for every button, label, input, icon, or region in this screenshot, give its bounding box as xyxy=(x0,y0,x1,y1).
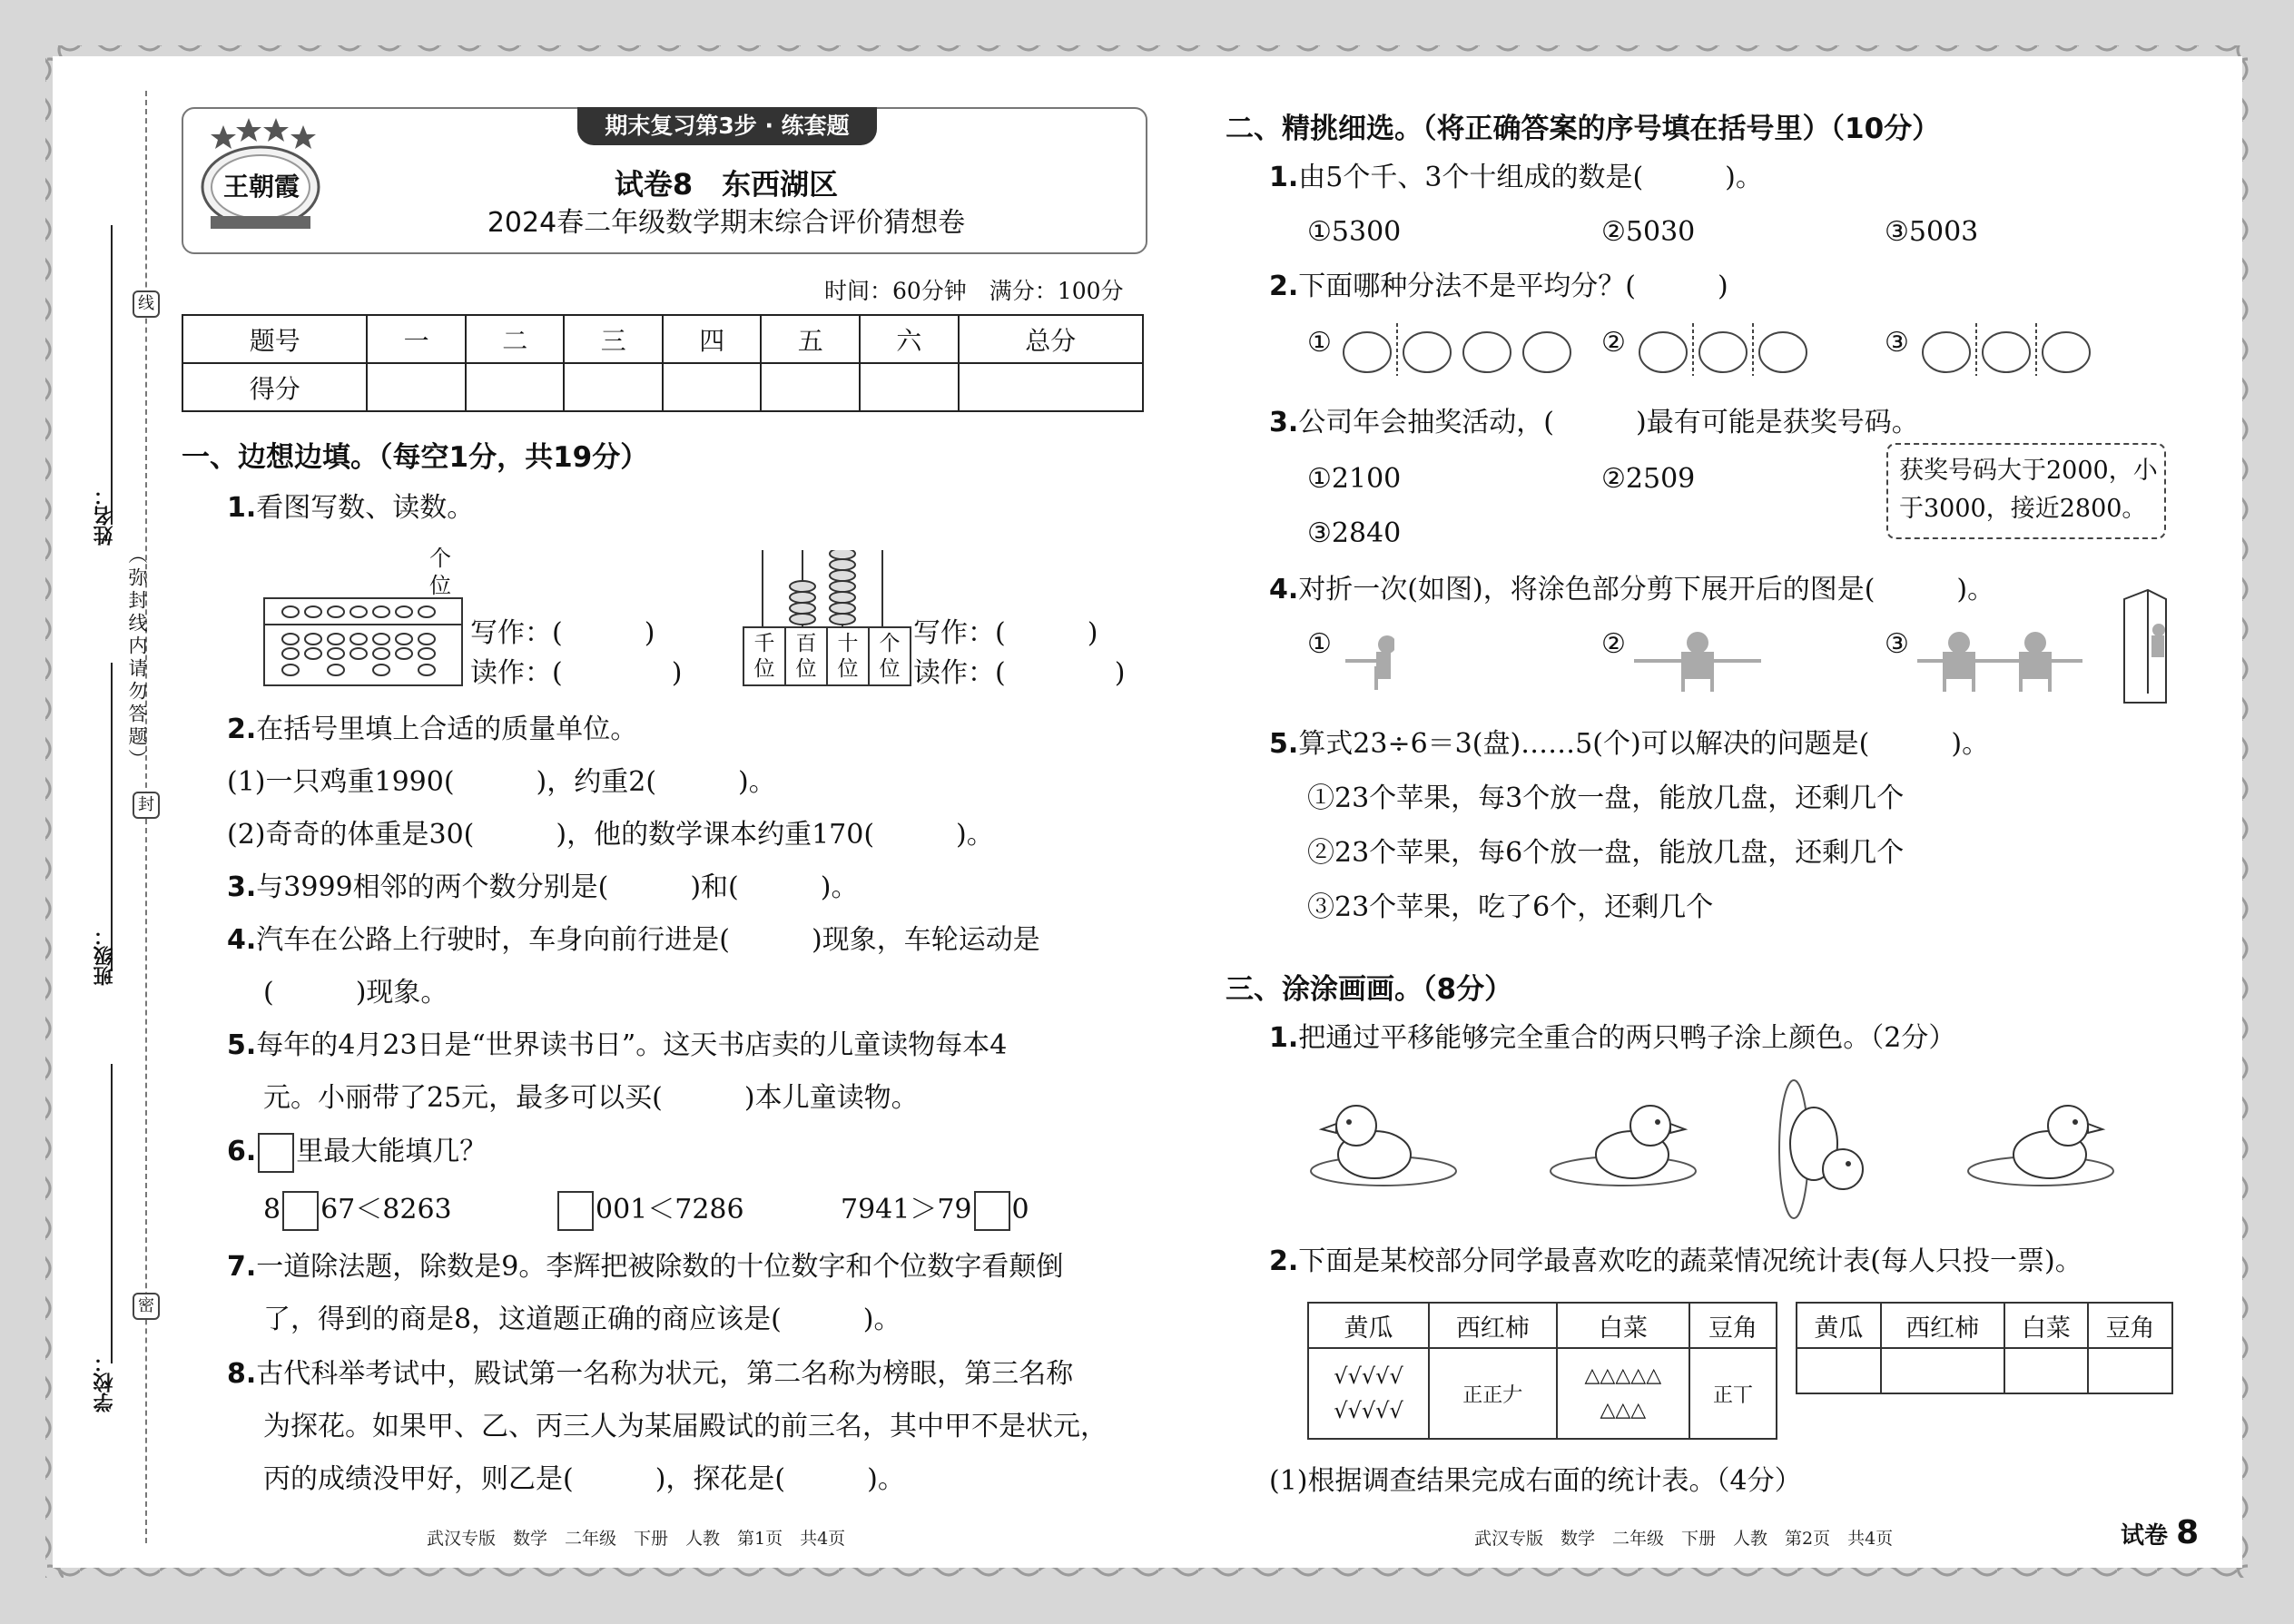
option[interactable]: ③23个苹果，吃了6个，还剩几个 xyxy=(1307,891,1714,923)
score-table-header-row xyxy=(182,315,1143,363)
score-table-cell: 三 xyxy=(564,315,663,363)
count-header: 黄瓜 xyxy=(1797,1303,1881,1348)
score-table xyxy=(182,314,1144,412)
section2-title: 二、精挑细选。（将正确答案的序号填在括号里）（10分） xyxy=(1226,113,1941,145)
score-table-cell: 四 xyxy=(663,315,762,363)
question-text: 一道除法题，除数是9。李辉把被除数的十位数字和个位数字看颠倒 xyxy=(256,1251,1064,1283)
option-marker[interactable]: ① xyxy=(1307,628,1332,660)
question-number: 2. xyxy=(1269,1245,1299,1277)
s2-q3[interactable] xyxy=(1269,405,1919,441)
s1-q7-line2[interactable]: 了，得到的商是8，这道题正确的商应该是( )。 xyxy=(263,1304,901,1335)
option[interactable]: ③2840 xyxy=(1307,517,1402,549)
answer-box[interactable] xyxy=(557,1191,594,1231)
s1-q6-item3 xyxy=(841,1191,1029,1231)
q6-item-right: 001＜7286 xyxy=(596,1194,744,1225)
paper-title: 试卷8 东西湖区 xyxy=(614,167,839,202)
abacus-base xyxy=(743,626,911,686)
blank-box xyxy=(258,1133,294,1173)
score-table-cell: 得分 xyxy=(182,363,367,411)
question-text: 汽车在公路上行驶时，车身向前行进是( )现象，车轮运动是 xyxy=(256,924,1040,956)
s1-q5-line1 xyxy=(227,1028,1007,1064)
tally-header: 豆角 xyxy=(1689,1303,1777,1348)
option[interactable]: ②2509 xyxy=(1601,463,1696,495)
write-answer-2[interactable]: 写作：( ) xyxy=(913,617,1098,649)
score-table-cell: 二 xyxy=(466,315,565,363)
answer-box[interactable] xyxy=(974,1191,1010,1231)
score-input-cell[interactable] xyxy=(663,363,762,411)
question-number: 1. xyxy=(227,492,257,524)
count-header: 豆角 xyxy=(2088,1303,2172,1348)
question-text: 算式23÷6＝3(盘)……5(个)可以解决的问题是( )。 xyxy=(1298,728,1990,760)
score-input-cell[interactable] xyxy=(466,363,565,411)
score-input-cell[interactable] xyxy=(959,363,1143,411)
paper-num: 8 xyxy=(2176,1514,2200,1551)
question-number: 4. xyxy=(1269,574,1299,605)
s1-q1 xyxy=(227,490,474,527)
peach-group-2 xyxy=(1634,320,1825,378)
abacus-place-label: 千位 xyxy=(743,627,785,685)
q6-item-left: 8 xyxy=(263,1194,281,1225)
tally-marks: 正丅 xyxy=(1713,1383,1754,1407)
name-label: 姓名： xyxy=(94,486,116,546)
option-marker[interactable]: ③ xyxy=(1885,327,1909,359)
question-number: 5. xyxy=(1269,728,1299,760)
read-answer-1[interactable]: 读作：( ) xyxy=(470,657,683,689)
abacus-place-label: 百位 xyxy=(785,627,827,685)
option-marker[interactable]: ① xyxy=(1307,327,1332,359)
tally-cabbage xyxy=(1557,1348,1690,1439)
name-fill-line xyxy=(111,225,113,525)
question-text: 与3999相邻的两个数分别是( )和( )。 xyxy=(256,871,859,903)
duck-1[interactable] xyxy=(1304,1095,1458,1195)
duck-3[interactable] xyxy=(1772,1077,1872,1222)
count-header: 白菜 xyxy=(2004,1303,2089,1348)
question-number: 1. xyxy=(1269,162,1299,193)
question-number: 4. xyxy=(227,924,257,956)
question-number: 2. xyxy=(227,714,257,745)
option-marker[interactable]: ② xyxy=(1601,327,1626,359)
count-header: 西红柿 xyxy=(1881,1303,2004,1348)
s1-q8-line1 xyxy=(227,1356,1073,1393)
answer-box[interactable] xyxy=(282,1191,319,1231)
question-text: 下面是某校部分同学最喜欢吃的蔬菜情况统计表(每人只投一票)。 xyxy=(1298,1245,2082,1277)
s1-q8-line3[interactable]: 丙的成绩没甲好，则乙是( )，探花是( )。 xyxy=(263,1463,905,1495)
s3-q2 xyxy=(1269,1244,2082,1280)
class-label: 班级： xyxy=(94,926,116,986)
s2-q1[interactable] xyxy=(1269,160,1763,196)
score-table-cell: 题号 xyxy=(182,315,367,363)
s1-q2 xyxy=(227,712,637,748)
s1-q2-line1[interactable]: (1)一只鸡重1990( )，约重2( )。 xyxy=(227,766,776,798)
question-text: 古代科举考试中，殿试第一名称为状元，第二名称为榜眼，第三名称 xyxy=(256,1358,1074,1390)
s2-q2[interactable] xyxy=(1269,269,1728,305)
option[interactable]: ②23个苹果，每6个放一盘，能放几盘，还剩几个 xyxy=(1307,837,1905,869)
question-text: 公司年会抽奖活动，( )最有可能是获奖号码。 xyxy=(1298,407,1919,438)
tally-marks: √√√√√ xyxy=(1334,1363,1403,1389)
school-fill-line xyxy=(111,1064,113,1363)
s1-q4-line2[interactable]: ( )现象。 xyxy=(263,977,448,1009)
write-answer-1[interactable]: 写作：( ) xyxy=(470,617,655,649)
score-table-cell: 总分 xyxy=(959,315,1143,363)
question-text: 下面哪种分法不是平均分？( ) xyxy=(1298,271,1728,302)
logo-text: 王朝霞 xyxy=(222,172,300,202)
footer-left: 武汉专版 数学 二年级 下册 人教 第1页 共4页 xyxy=(427,1529,846,1549)
score-table-cell: 五 xyxy=(761,315,860,363)
q6-item-left: 7941＞79 xyxy=(841,1194,972,1225)
count-input-cell[interactable] xyxy=(1881,1348,2004,1393)
binding-line-mark: 线 xyxy=(133,290,160,318)
s2-q4[interactable] xyxy=(1269,572,1994,608)
time-info: 时间：60分钟 满分：100分 xyxy=(824,278,1124,304)
s1-q3[interactable] xyxy=(227,870,858,906)
option[interactable]: ①23个苹果，每3个放一盘，能放几盘，还剩几个 xyxy=(1307,782,1905,814)
unit-label: 个位 xyxy=(429,546,451,598)
s1-q6-item2 xyxy=(556,1191,744,1231)
paper-label: 试卷 xyxy=(2121,1522,2169,1550)
option-marker[interactable]: ③ xyxy=(1885,628,1909,660)
hint-line-2: 于3000，接近2800。 xyxy=(1899,495,2147,523)
question-text: 里最大能填几？ xyxy=(296,1136,487,1167)
question-text: 把通过平移能够完全重合的两只鸭子涂上颜色。（2分） xyxy=(1298,1022,1956,1054)
duck-2[interactable] xyxy=(1543,1095,1698,1195)
count-input-cell[interactable] xyxy=(2088,1348,2172,1393)
tally-table xyxy=(1307,1302,1777,1440)
class-fill-line xyxy=(111,663,113,971)
s1-q7-line1 xyxy=(227,1249,1063,1285)
s3-q2-sub1: (1)根据调查结果完成右面的统计表。（4分） xyxy=(1269,1465,1802,1497)
q6-item-right: 0 xyxy=(1011,1194,1029,1225)
s1-q6-item1 xyxy=(263,1191,452,1231)
banner: 期末复习第3步 · 练套题 xyxy=(577,107,877,145)
section3-title: 三、涂涂画画。（8分） xyxy=(1226,973,1513,1006)
tally-marks: △△△ xyxy=(1600,1399,1647,1422)
peach-group-1 xyxy=(1338,320,1583,378)
cut-figure-1 xyxy=(1344,632,1394,695)
question-text: 看图写数、读数。 xyxy=(256,492,475,524)
score-input-cell[interactable] xyxy=(367,363,466,411)
score-table-score-row xyxy=(182,363,1143,411)
question-number: 7. xyxy=(227,1251,257,1283)
question-number: 3. xyxy=(227,871,257,903)
peach-group-3 xyxy=(1917,320,2108,378)
score-table-cell: 六 xyxy=(860,315,959,363)
score-input-cell[interactable] xyxy=(761,363,860,411)
tally-marks: √√√√√ xyxy=(1334,1398,1403,1423)
s2-q5[interactable] xyxy=(1269,726,1989,763)
tally-marks: △△△△△ xyxy=(1584,1364,1662,1387)
tally-beans xyxy=(1689,1348,1777,1439)
tally-cucumber xyxy=(1308,1348,1429,1439)
s3-q1 xyxy=(1269,1020,1955,1057)
question-text: 在括号里填上合适的质量单位。 xyxy=(256,714,638,745)
question-number: 8. xyxy=(227,1358,257,1390)
question-text: 由5个千、3个十组成的数是( )。 xyxy=(1298,162,1763,193)
footer-right: 武汉专版 数学 二年级 下册 人教 第2页 共4页 xyxy=(1474,1529,1894,1549)
score-input-cell[interactable] xyxy=(564,363,663,411)
school-label: 学校： xyxy=(94,1353,116,1412)
count-input-cell[interactable] xyxy=(2004,1348,2089,1393)
question-text: 每年的4月23日是“世界读书日”。这天书店卖的儿童读物每本4 xyxy=(256,1029,1008,1061)
s1-q6 xyxy=(227,1133,487,1173)
counting-board-figure xyxy=(263,597,463,688)
option[interactable]: ①2100 xyxy=(1307,463,1402,495)
question-text: 对折一次(如图)，将涂色部分剪下展开后的图是( )。 xyxy=(1298,574,1995,605)
question-number: 5. xyxy=(227,1029,257,1061)
binding-close-mark: 密 xyxy=(133,1293,160,1320)
section1-title: 一、边想边填。（每空1分，共19分） xyxy=(182,441,649,474)
cut-figure-3 xyxy=(1917,630,2082,695)
question-number: 2. xyxy=(1269,271,1299,302)
tally-marks: 正正𠂇 xyxy=(1462,1383,1523,1407)
binding-seal-mark: 封 xyxy=(133,792,160,819)
cut-figure-2 xyxy=(1634,630,1761,695)
abacus-figure xyxy=(743,550,906,626)
score-table-cell: 一 xyxy=(367,315,466,363)
binding-notice: （弥封线内请勿答题） xyxy=(126,545,148,772)
tally-header: 西红柿 xyxy=(1429,1303,1557,1348)
s1-q4-line1[interactable] xyxy=(227,922,1040,959)
tally-header: 黄瓜 xyxy=(1308,1303,1429,1348)
score-input-cell[interactable] xyxy=(860,363,959,411)
read-answer-2[interactable]: 读作：( ) xyxy=(913,657,1126,689)
option[interactable]: ①5300 xyxy=(1307,216,1402,248)
tally-header: 白菜 xyxy=(1557,1303,1690,1348)
option-marker[interactable]: ② xyxy=(1601,628,1626,660)
question-number: 1. xyxy=(1269,1022,1299,1054)
question-number: 6. xyxy=(227,1136,257,1167)
tally-tomato xyxy=(1429,1348,1557,1439)
s1-q2-line2[interactable]: (2)奇奇的体重是30( )，他的数学课本约重170( )。 xyxy=(227,819,994,851)
s1-q8-line2: 为探花。如果甲、乙、丙三人为某届殿试的前三名，其中甲不是状元， xyxy=(263,1411,1108,1442)
paper-number xyxy=(2121,1514,2199,1551)
count-table xyxy=(1796,1302,2173,1394)
hint-box xyxy=(1886,443,2166,539)
question-number: 3. xyxy=(1269,407,1299,438)
option[interactable]: ③5003 xyxy=(1885,216,1979,248)
duck-4[interactable] xyxy=(1961,1095,2115,1195)
abacus-place-label: 十位 xyxy=(827,627,869,685)
s1-q5-line2[interactable]: 元。小丽带了25元，最多可以买( )本儿童读物。 xyxy=(263,1082,919,1114)
q6-item-right: 67＜8263 xyxy=(320,1194,452,1225)
hint-line-1: 获奖号码大于2000，小 xyxy=(1899,457,2158,485)
paper-subtitle: 2024春二年级数学期末综合评价猜想卷 xyxy=(487,207,966,239)
folded-paper-figure xyxy=(2121,588,2170,706)
option[interactable]: ②5030 xyxy=(1601,216,1696,248)
abacus-place-label: 个位 xyxy=(869,627,911,685)
count-input-cell[interactable] xyxy=(1797,1348,1881,1393)
